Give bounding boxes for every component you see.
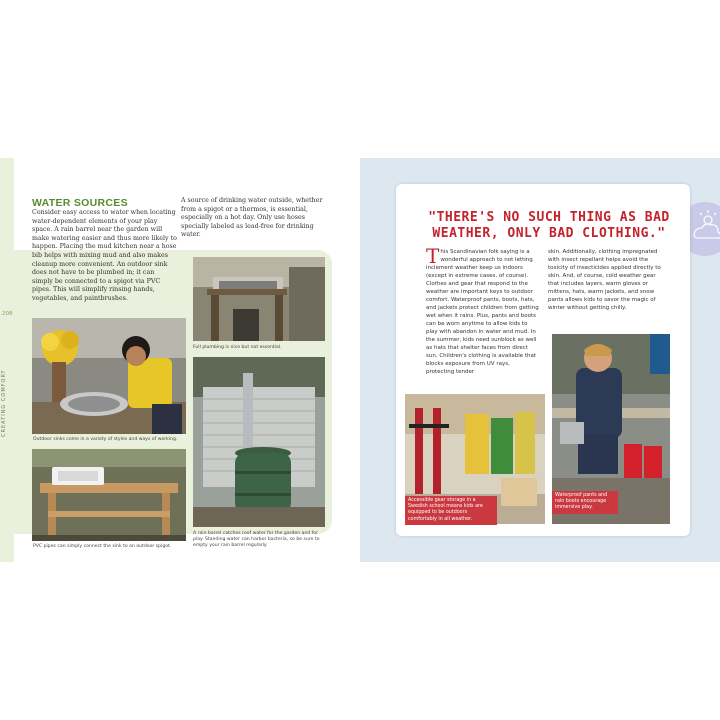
photo-sink-plumbing [193,257,325,341]
drop-cap: T [426,244,440,268]
caption-pvc-pipes: PVC pipes can simply connect the sink to an outdoor spigot. [33,544,172,549]
caption-sink-plumbing: Full plumbing is nice but not essential. [193,345,282,350]
right-text-column-2: skin. Additionally, clothing impregnated with insect repellant helps avoid the toxicity of insecticides applied directly to skin. And, of course, cold weather gear that includes layers, warm gloves or mittens, hats, warm jackets, and snow pants allows kids to savor the magic of winter without getting chilly. [548,249,661,311]
right-text-column-1-body: his Scandinavian folk saying is a wonderful approach to not letting inclement weather keep us indoors (except in extreme cases, of course). Clothes and gear that respond to the weather are important keys to outdoor comfort. Waterproof pants, boots, hats, and jackets protect children from getting wet when it rains. Plus, pants and boots can be worn anytime to allow kids to play with abandon in water and mud. In the summer, kids need sunblock as well as hats that shelter faces from direct sun. Children's clothing is available that blocks exposure from UV rays, protecting tender [426,249,539,375]
left-page [0,158,360,562]
photo-rain-barrel [193,357,325,527]
caption-gear-storage: Accessible gear storage in a Swedish school means kids are equipped to be outdoors comfortably in all weather. [405,496,497,525]
photo-outdoor-sink-child [32,318,186,434]
body-text-column-1: Consider easy access to water when locating water-dependent elements of your play space. A rain barrel near the garden will make watering easier and thus more likely to happen. Placing the mud kitchen near a hose bib helps with mixing mud and also makes cleanup more convenient. An outdoor sink does not have to be plumbed in; it can simply be connected to a spigot via PVC pipes. This will simplify rinsing hands, vegetables, and paintbrushes. [32,209,177,302]
book-spread [0,158,720,562]
caption-rain-barrel: A rain barrel catches roof water for the garden and for play. Standing water can harbor bacteria, so be sure to empty your rain barrel regularly. [193,531,320,548]
pull-quote: "THERE'S NO SUCH THING AS BAD WEATHER, ONLY BAD CLOTHING." [428,210,670,241]
body-text-column-2: A source of drinking water outside, whether from a spigot or a thermos, is essential, especially on a hot day. Only use hoses specially labeled as lead-free for drinking water. [181,197,323,239]
section-heading: WATER SOURCES [32,197,128,209]
right-text-column-1 [426,244,539,376]
section-label: CREATING COMFORT [1,369,7,437]
photo-pvc-sink-table [32,449,186,541]
page-number: 208 [2,311,13,317]
caption-outdoor-sinks: Outdoor sinks come in a variety of styles and ways of working. [33,437,178,442]
caption-rain-boots: Waterproof pants and rain boots encourage immersive play. [552,491,618,514]
